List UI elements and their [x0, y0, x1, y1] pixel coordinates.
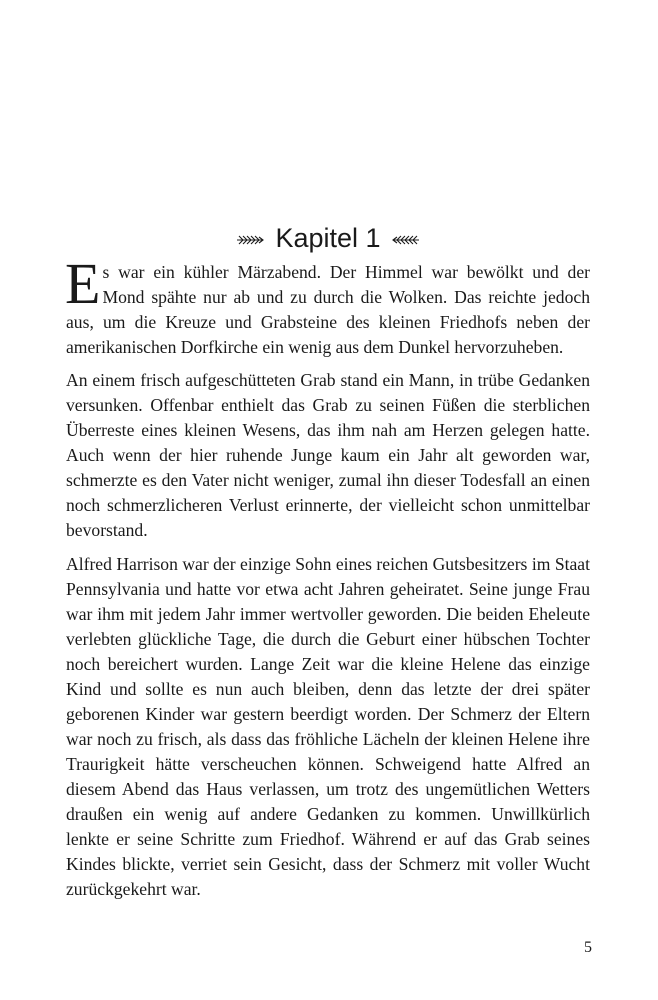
paragraph-text: s war ein kühler Märzabend. Der Himmel war bewölkt und der Mond spähte nur ab und zu durch die Wolken. Das reichte jedoch aus, um die Kreuze und Grabsteine des kleinen Friedhofs neben der amerikanischen Dorfkirche ein wenig aus dem Dunkel hervorzuheben.	[66, 262, 590, 358]
page-number: 5	[584, 939, 592, 956]
paragraph: Alfred Harrison war der einzige Sohn eines reichen Gutsbesitzers im Staat Pennsylvania und hatte vor etwa acht Jahren geheiratet. Seine junge Frau war ihm mit jedem Jahr immer wertvoller geworden. Die beiden Eheleute verlebten glückliche Tage, die durch die Geburt einer hübschen Tochter noch bereichert wurden. Lange Zeit war die kleine Helene das einzige Kind und sollte es nun auch bleiben, denn das letzte der drei später geborenen Kinder war gestern beerdigt worden. Der Schmerz der Eltern war noch zu frisch, als dass das fröhliche Lächeln der kleinen Helene ihre Traurigkeit hätte verscheuchen können. Schweigend hatte Alfred an diesem Abend das Haus verlassen, um trotz des ungemütlichen Wetters draußen ein wenig auf andere Gedanken zu kommen. Unwillkürlich lenkte er seine Schritte zum Friedhof. Während er auf das Grab seines Kindes blickte, verriet sein Gesicht, dass der Schmerz mit voller Wucht zurückgekehrt war.	[66, 553, 590, 900]
chapter-heading	[66, 220, 590, 256]
chapter-title: Kapitel 1	[275, 223, 381, 253]
chapter-text	[65, 251, 590, 910]
book-page	[66, 0, 590, 1000]
drop-cap: E	[65, 251, 101, 316]
arrow-ornament-left-icon	[391, 235, 419, 245]
paragraph	[65, 251, 590, 360]
arrow-ornament-right-icon	[237, 235, 265, 245]
paragraph: An einem frisch aufgeschütteten Grab stand ein Mann, in trübe Gedanken versunken. Offenbar enthielt das Grab zu seinen Füßen die sterblichen Überreste eines kleinen Wesens, das ihm nah am Herzen gelegen hatte. Auch wenn der hier ruhende Junge kaum ein Jahr alt geworden war, schmerzte es den Vater nicht weniger, zumal ihn dieser Todesfall an einen noch schmerzlicheren Verlust erinnerte, der vielleicht schon unmittelbar bevorstand.	[66, 370, 590, 541]
